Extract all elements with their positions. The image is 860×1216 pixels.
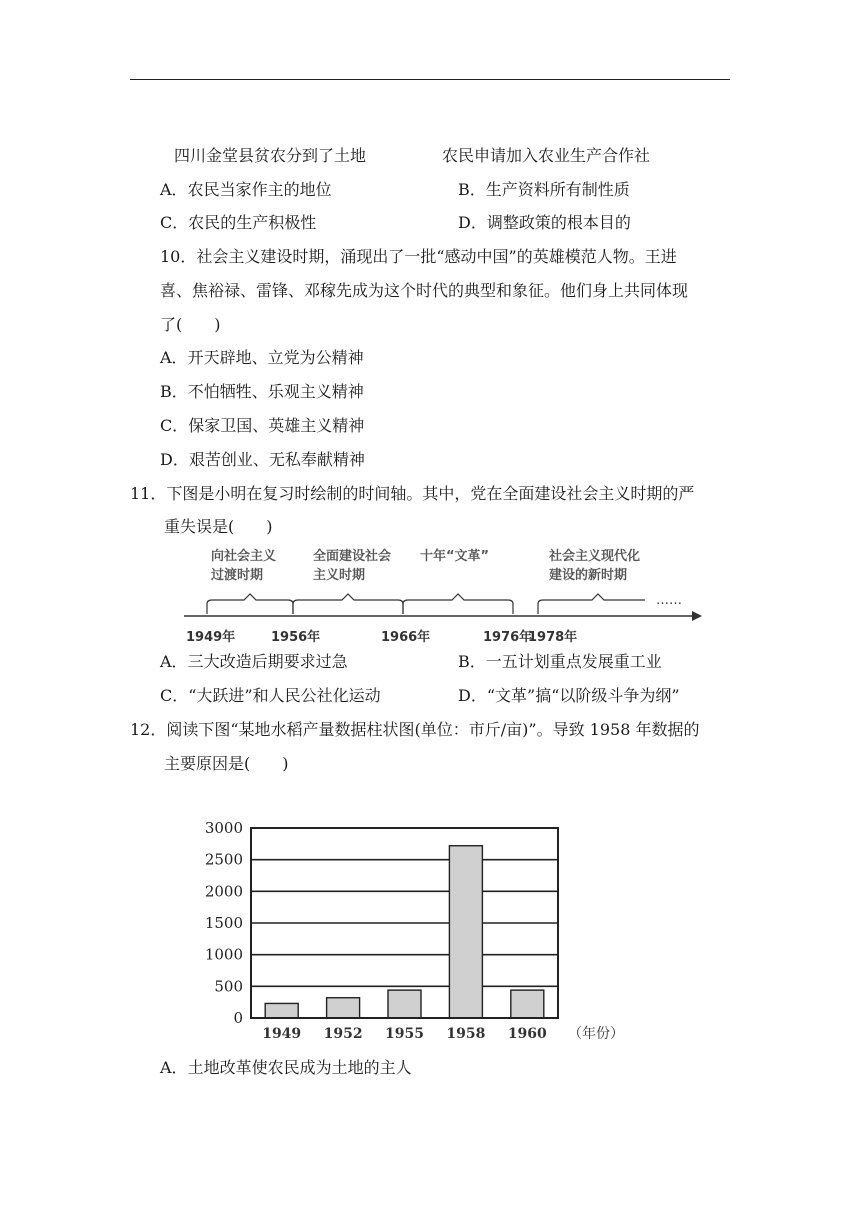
- q10-option-a[interactable]: [160, 348, 364, 368]
- timeline-tick-label: 1978年: [528, 630, 578, 645]
- q9-option-a[interactable]: [160, 180, 332, 200]
- bar-1949: [265, 1003, 298, 1018]
- x-tick-label: 1958: [446, 1026, 486, 1042]
- option-text: 农民当家作主的地位: [187, 180, 332, 199]
- q9-option-d[interactable]: [458, 213, 631, 233]
- y-tick-label: 3000: [204, 819, 243, 837]
- bar-1952: [327, 998, 360, 1018]
- period-label: 向社会主义: [211, 549, 277, 564]
- q11-option-a[interactable]: [160, 652, 348, 672]
- option-key: A．: [160, 1058, 188, 1077]
- q10-stem-line-3: 了( ): [160, 315, 221, 334]
- option-text: 调整政策的根本目的: [486, 213, 631, 232]
- option-key: D．: [458, 686, 487, 705]
- option-text: 一五计划重点发展重工业: [485, 652, 662, 671]
- timeline-tick-label: 1956年: [271, 630, 321, 645]
- option-text: 农民的生产积极性: [188, 213, 317, 232]
- q9-option-c[interactable]: [160, 213, 316, 233]
- q11-option-c[interactable]: [160, 686, 381, 706]
- option-text: “大跃进”和人民公社化运动: [188, 686, 381, 705]
- option-text: 保家卫国、英雄主义精神: [188, 416, 365, 435]
- option-text: 三大改造后期要求过急: [187, 652, 348, 671]
- q11-option-b[interactable]: [458, 652, 662, 672]
- period-label: 十年“文革”: [420, 549, 490, 564]
- option-text: 开天辟地、立党为公精神: [187, 348, 364, 367]
- y-tick-label: 2500: [204, 850, 243, 869]
- option-text: 艰苦创业、无私奉献精神: [188, 450, 365, 469]
- period-label: 主义时期: [313, 568, 366, 583]
- option-key: C．: [160, 416, 189, 435]
- option-text: 不怕牺牲、乐观主义精神: [187, 382, 364, 401]
- period-brace: [403, 594, 513, 614]
- q11-stem-line-1: 11．下图是小明在复习时绘制的时间轴。其中，党在全面建设社会主义时期的严: [130, 484, 695, 503]
- y-tick-label: 1500: [204, 914, 243, 932]
- q10-option-b[interactable]: [160, 382, 364, 402]
- timeline-ellipsis: ……: [656, 593, 682, 608]
- option-key: B．: [160, 382, 188, 401]
- option-key: A．: [160, 180, 188, 199]
- timeline-diagram: [180, 540, 710, 652]
- period-label: 建设的新时期: [549, 568, 628, 583]
- option-text: 生产资料所有制性质: [485, 180, 630, 199]
- y-tick-label: 0: [233, 1009, 243, 1027]
- x-tick-label: 1952: [323, 1026, 363, 1042]
- q12-stem-line-1: 12．阅读下图“某地水稻产量数据柱状图(单位：市斤/亩)”。导致 1958 年数据的: [130, 720, 700, 739]
- option-key: D．: [160, 450, 189, 469]
- bar-1960: [511, 990, 544, 1018]
- y-tick-label: 2000: [204, 882, 243, 901]
- x-tick-label: 1960: [507, 1026, 547, 1042]
- period-brace: [207, 594, 293, 614]
- option-key: B．: [458, 652, 486, 671]
- timeline-tick-label: 1949年: [186, 630, 236, 645]
- option-key: C．: [160, 213, 189, 232]
- q10-stem-line-2: 喜、焦裕禄、雷锋、邓稼先成为这个时代的典型和象征。他们身上共同体现: [160, 281, 689, 300]
- timeline-tick-label: 1976年: [483, 630, 533, 645]
- timeline-tick-label: 1966年: [381, 630, 431, 645]
- q9-option-b[interactable]: [458, 180, 630, 200]
- period-label: 过渡时期: [211, 568, 264, 583]
- timeline-arrowhead: [692, 611, 702, 621]
- q9-image-caption-1: 四川金堂县贫农分到了土地: [174, 146, 367, 165]
- x-tick-label: 1949: [262, 1026, 302, 1042]
- period-label: 社会主义现代化: [549, 549, 641, 564]
- option-key: A．: [160, 348, 188, 367]
- q11-stem-line-2: 重失误是( ): [164, 517, 273, 536]
- bar-1958: [449, 846, 482, 1018]
- q10-stem-line-1: 10．社会主义建设时期，涌现出了一批“感动中国”的英雄模范人物。王进: [160, 247, 677, 266]
- option-key: A．: [160, 652, 188, 671]
- q10-option-d[interactable]: [160, 450, 365, 470]
- y-tick-label: 500: [214, 977, 243, 996]
- y-tick-label: 1000: [204, 945, 243, 964]
- rice-yield-bar-chart: [200, 815, 624, 1045]
- q12-option-a[interactable]: [160, 1058, 412, 1078]
- period-label: 全面建设社会: [313, 549, 392, 564]
- option-key: D．: [458, 213, 487, 232]
- q10-option-c[interactable]: [160, 416, 364, 436]
- period-brace: [293, 594, 403, 614]
- bar-1955: [388, 990, 421, 1018]
- q9-image-caption-2: 农民申请加入农业生产合作社: [442, 146, 651, 165]
- q12-stem-line-2: 主要原因是( ): [164, 754, 289, 773]
- option-text: “文革”搞“以阶级斗争为纲”: [486, 686, 680, 705]
- option-text: 土地改革使农民成为土地的主人: [187, 1058, 412, 1077]
- q11-option-d[interactable]: [458, 686, 680, 706]
- period-brace: [538, 594, 645, 614]
- option-key: C．: [160, 686, 189, 705]
- x-axis-label: （年份）: [568, 1026, 624, 1042]
- header-rule: [130, 79, 730, 80]
- option-key: B．: [458, 180, 486, 199]
- x-tick-label: 1955: [385, 1026, 424, 1042]
